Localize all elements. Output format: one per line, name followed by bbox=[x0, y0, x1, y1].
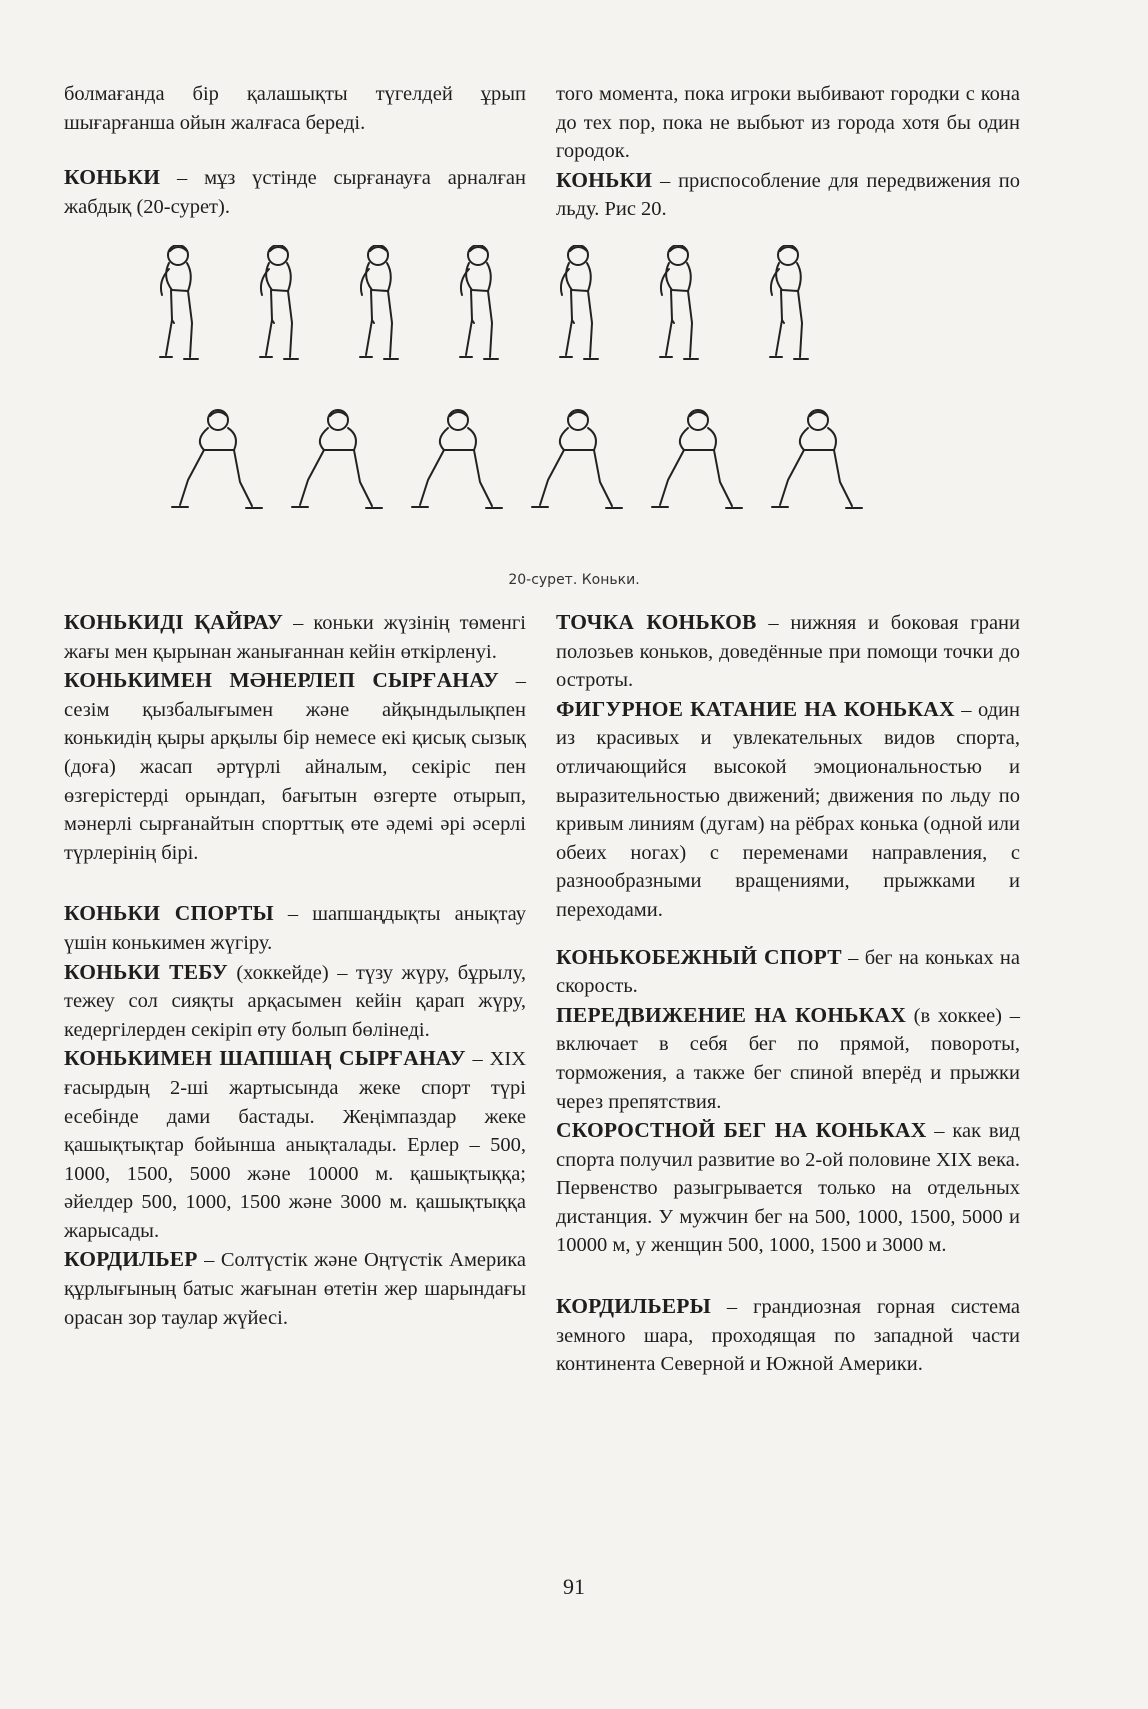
skater-figure bbox=[770, 245, 808, 359]
entry-definition: – нижняя и боковая грани полозьев коньков, доведённые при помощи точки до остроты. bbox=[556, 612, 1020, 692]
entry-definition: – шапшаңдықты анықтау үшін конькимен жүгіру. bbox=[64, 903, 526, 954]
entry-shapshan bbox=[64, 1044, 526, 1245]
figure-caption: 20-сурет. Коньки. bbox=[508, 572, 640, 588]
entry-definition: – один из красивых и увлекательных видов спорта, отличающийся высокой эмоциональностью и выразительностью движений; движения по льду по кривым линиям (дугам) на рёбрах конька (одной или обеих ногах) с переменами направления, с разнообразными вращениями, прыжками и переходами. bbox=[556, 698, 1020, 921]
skater-figure bbox=[160, 245, 198, 359]
entry-tochka bbox=[556, 608, 1020, 695]
top-right-column bbox=[556, 80, 1020, 224]
entry-term: КОНЬКОБЕЖНЫЙ СПОРТ bbox=[556, 944, 842, 969]
bottom-right-column bbox=[556, 608, 1020, 1379]
entry-term: КОНЬКИМЕН МӘНЕРЛЕП СЫРҒАНАУ bbox=[64, 668, 500, 693]
entry-konki-tebu bbox=[64, 958, 526, 1045]
entry-definition: (в хоккее) – включает в себя бег по прямой, повороты, торможения, а также бег спиной вперёд и прыжки через препятствия. bbox=[556, 1004, 1020, 1113]
entry-definition: (хоккейде) – түзу жүру, бұрылу, тежеу сол сияқты арқасымен кейін қарап жүру, кедергілерден секіріп өту болып бөлінеді. bbox=[64, 961, 526, 1041]
entry-figurnoe bbox=[556, 695, 1020, 925]
entry-kordiler-kz bbox=[64, 1245, 526, 1332]
entry-definition: – бег на коньках на скорость. bbox=[556, 946, 1020, 998]
entry-term: КОНЬКИ bbox=[64, 165, 161, 190]
entry-term: КОНЬКИМЕН ШАПШАҢ СЫРҒАНАУ bbox=[64, 1046, 466, 1071]
entry-definition: – XIX ғасырдың 2-ші жартысында жеке спорт түрі есебінде дами бастады. Жеңімпаздар жеке қашықтықтар бойынша анықталады. Ерлер – 500, 1000, 1500, 5000 және 10000 м. қашықтыққа; әйелдер 500, 1000, 1500 және 3000 м. қашықтыққа жарысады. bbox=[64, 1048, 526, 1242]
entry-skorostnoy bbox=[556, 1116, 1020, 1260]
entry-term: КОРДИЛЬЕР bbox=[64, 1247, 198, 1272]
skaters-illustration bbox=[150, 245, 930, 570]
entry-konki-sporty bbox=[64, 899, 526, 957]
entry-term: ПЕРЕДВИЖЕНИЕ НА КОНЬКАХ bbox=[556, 1002, 906, 1027]
entry-term: СКОРОСТНОЙ БЕГ НА КОНЬКАХ bbox=[556, 1118, 927, 1143]
entry-definition: – как вид спорта получил развитие во 2-ой половине XIX века. Первенство разыгрывается только на отдельных дистанция. У мужчин бег на 500, 1000, 1500, 5000 и 10000 м, у женщин 500, 1000, 1500 и 3000 м. bbox=[556, 1120, 1020, 1257]
entry-konki-ru bbox=[556, 166, 1020, 224]
page-number: 91 bbox=[563, 1574, 585, 1599]
skater-figure bbox=[292, 410, 382, 508]
entry-kordilery-ru bbox=[556, 1292, 1020, 1379]
entry-term: КОНЬКИ ТЕБУ bbox=[64, 959, 228, 984]
skater-figure bbox=[532, 410, 622, 508]
skater-figure bbox=[412, 410, 502, 508]
entry-term: КОРДИЛЬЕРЫ bbox=[556, 1294, 711, 1319]
entry-term: КОНЬКИДІ ҚАЙРАУ bbox=[64, 610, 284, 634]
bottom-left-column bbox=[64, 608, 526, 1332]
entry-definition: – сезім қызбалығымен және айқындылықпен конькидің қыры арқылы бір немесе екі қисық сызық (доға) жасап әртүрлі айналым, секіріс пен өзгерістерді орындап, бағытын өзгерте отырып, мәнерлі сырғанайтын спорттық өте әдемі әрі әсерлі түрлерінің бірі. bbox=[64, 670, 526, 864]
paragraph-continuation: болмағанда бір қалашықты түгелдей ұрып шығарғанша ойын жалғаса береді. bbox=[64, 83, 526, 134]
entry-definition: – мұз үстінде сырғанауға арналған жабдық (20-сурет). bbox=[64, 167, 526, 218]
entry-peredvizhenie bbox=[556, 1001, 1020, 1116]
entry-konkidi-kairau bbox=[64, 608, 526, 666]
entry-definition: – приспособление для передвижения по льду. Рис 20. bbox=[556, 169, 1020, 221]
top-left-column bbox=[64, 80, 526, 221]
entry-konkobezhny bbox=[556, 943, 1020, 1001]
skater-figure bbox=[460, 245, 498, 359]
skater-figure bbox=[172, 410, 262, 508]
entry-definition: – грандиозная горная система земного шара, проходящая по западной части континента Северной и Южной Америки. bbox=[556, 1296, 1020, 1376]
entry-konki-kz bbox=[64, 163, 526, 221]
skater-figure bbox=[360, 245, 398, 359]
skater-figure bbox=[260, 245, 298, 359]
entry-manerlep bbox=[64, 666, 526, 867]
skater-figure bbox=[660, 245, 698, 359]
skater-figure bbox=[652, 410, 742, 508]
entry-term: КОНЬКИ СПОРТЫ bbox=[64, 901, 274, 926]
entry-definition: – Солтүстік және Оңтүстік Америка құрлығының батыс жағынан өтетін жер шарындағы орасан зор таулар жүйесі. bbox=[64, 1249, 526, 1329]
paragraph-continuation: того момента, пока игроки выбивают городки с кона до тех пор, пока не выбьют из города хотя бы один городок. bbox=[556, 83, 1020, 163]
entry-definition: – коньки жүзінің төменгі жағы мен қырынан жанығаннан кейін өткірленуі. bbox=[64, 612, 526, 663]
entry-term: ТОЧКА КОНЬКОВ bbox=[556, 610, 757, 634]
skater-figure bbox=[772, 410, 862, 508]
entry-term: КОНЬКИ bbox=[556, 167, 653, 192]
skater-figure bbox=[560, 245, 598, 359]
entry-term: ФИГУРНОЕ КАТАНИЕ НА КОНЬКАХ bbox=[556, 696, 955, 721]
